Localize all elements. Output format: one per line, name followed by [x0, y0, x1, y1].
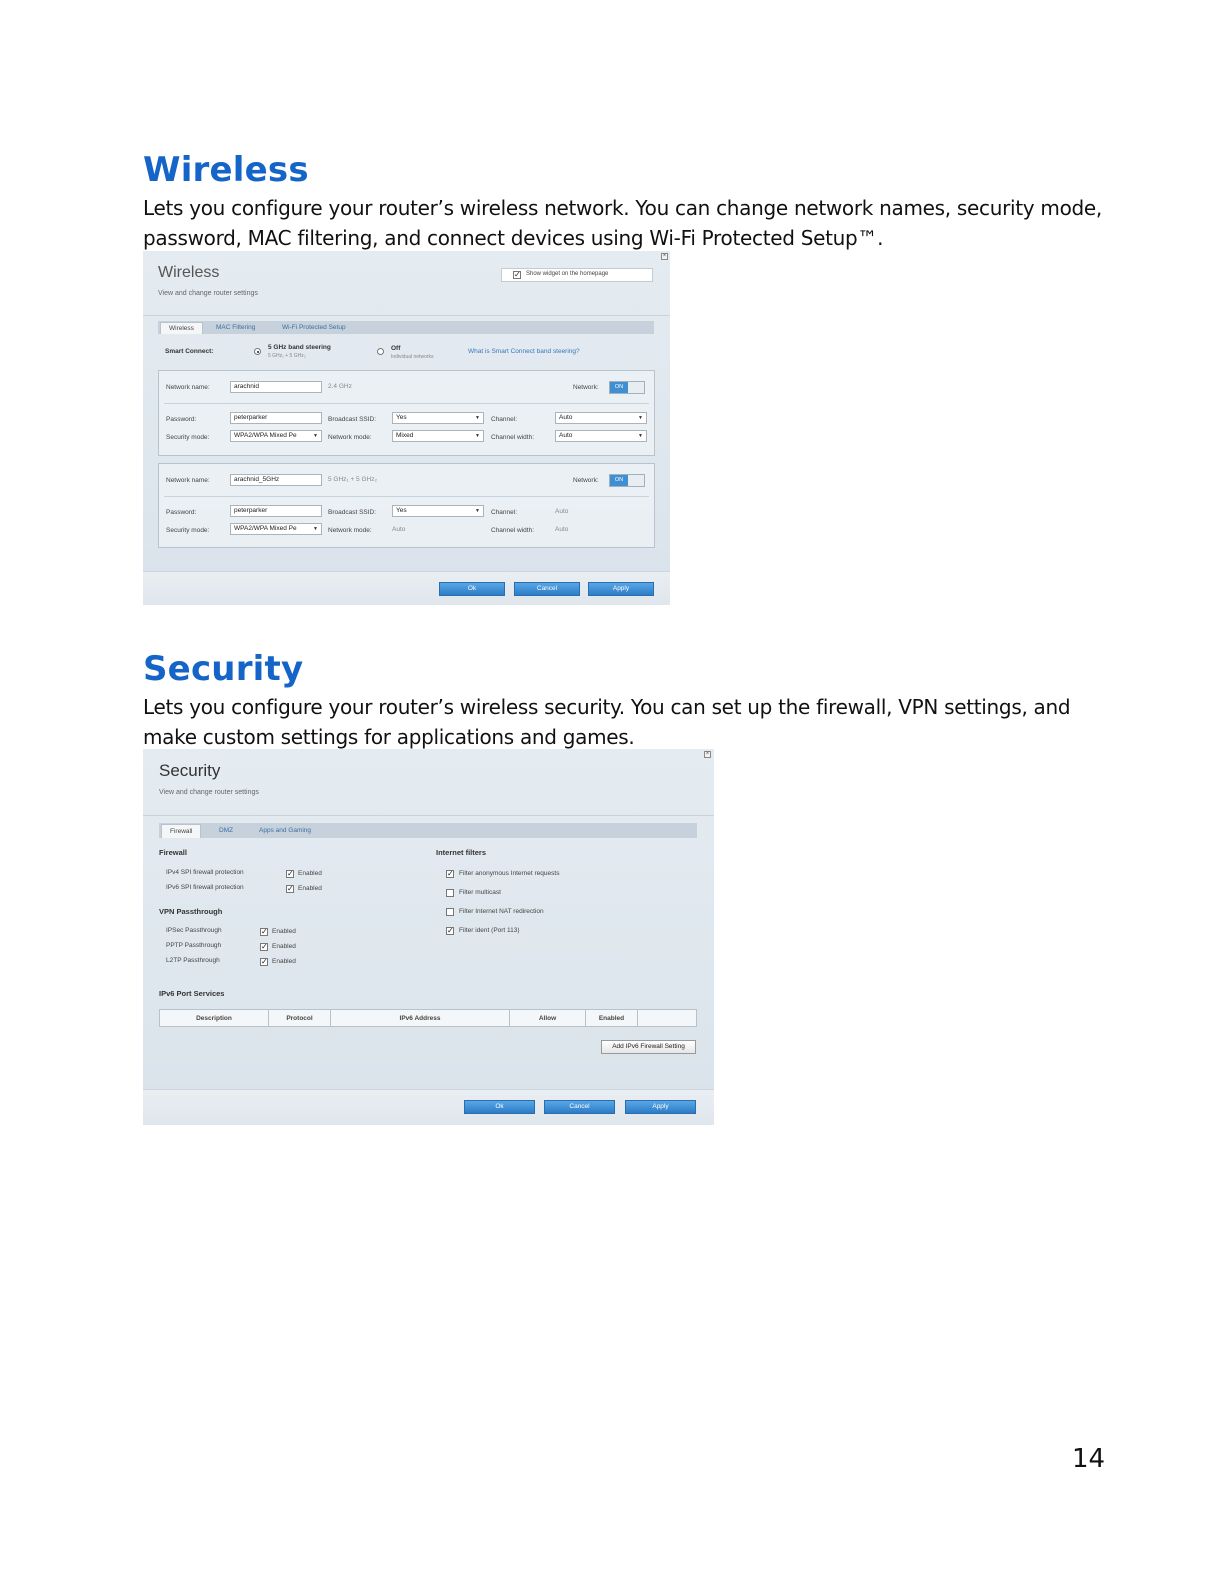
wireless-panel-title: Wireless [158, 264, 220, 281]
close-icon[interactable]: × [705, 751, 710, 757]
broadcast-ssid-select[interactable] [392, 505, 484, 517]
divider [143, 315, 670, 316]
security-screenshot [143, 749, 714, 1125]
column-enabled: Enabled [586, 1010, 638, 1027]
page-number: 14 [1072, 1444, 1106, 1474]
column-description: Description [160, 1010, 269, 1027]
channel-width-label: Channel width: [491, 434, 534, 441]
wireless-panel-subtitle: View and change router settings [158, 290, 258, 297]
column-ipv6-address: IPv6 Address [331, 1010, 510, 1027]
network-mode-value: Mixed [396, 432, 414, 439]
ok-button[interactable]: Ok [439, 582, 505, 596]
network-label: Network: [573, 384, 599, 391]
ipsec-checkbox[interactable]: ✓ [261, 927, 268, 936]
broadcast-ssid-value: Yes [396, 414, 407, 421]
band-label: 5 GHz₁ + 5 GHz₂ [328, 476, 377, 483]
channel-width-value: Auto [559, 432, 573, 439]
wireless-heading: Wireless [143, 150, 309, 190]
l2tp-checkbox[interactable]: ✓ [261, 957, 268, 966]
security-mode-value: WPA2/WPA Mixed Pe [234, 432, 297, 439]
network-name-input[interactable]: arachnid [230, 381, 322, 393]
broadcast-ssid-label: Broadcast SSID: [328, 509, 377, 516]
ipv6-spi-value: Enabled [298, 885, 322, 892]
ipv4-spi-checkbox[interactable]: ✓ [287, 869, 294, 878]
show-widget-option[interactable] [501, 268, 653, 282]
add-ipv6-firewall-setting-button[interactable]: Add IPv6 Firewall Setting [601, 1040, 696, 1054]
channel-width-label: Channel width: [491, 527, 534, 534]
password-label: Password: [166, 416, 197, 423]
firewall-heading: Firewall [159, 848, 187, 857]
filter-ident-checkbox[interactable]: ✓ [447, 926, 454, 935]
channel-label: Channel: [491, 416, 518, 423]
network-toggle[interactable] [609, 474, 645, 487]
ipsec-label: IPSec Passthrough [166, 927, 222, 934]
chevron-down-icon: ▼ [313, 433, 318, 439]
show-widget-checkbox[interactable]: ✓ [514, 270, 521, 279]
chevron-down-icon: ▼ [638, 415, 643, 421]
ok-button[interactable]: Ok [464, 1100, 535, 1114]
filter-nat-label: Filter Internet NAT redirection [459, 908, 544, 915]
broadcast-ssid-select[interactable] [392, 412, 484, 424]
security-panel-title: Security [159, 761, 221, 780]
l2tp-value: Enabled [272, 958, 296, 965]
smart-connect-label: Smart Connect: [165, 348, 214, 355]
channel-width-value: Auto [555, 526, 569, 533]
apply-button[interactable]: Apply [625, 1100, 696, 1114]
wireless-screenshot [143, 251, 670, 605]
chevron-down-icon: ▼ [475, 508, 480, 514]
band-steering-sub: 5 GHz₁ + 5 GHz₂ [268, 353, 306, 359]
chevron-down-icon: ▼ [475, 433, 480, 439]
cancel-button[interactable]: Cancel [514, 582, 580, 596]
filter-multicast-label: Filter multicast [459, 889, 501, 896]
ipv6-spi-checkbox[interactable]: ✓ [287, 884, 294, 893]
wireless-description: Lets you configure your router’s wireless network. You can change network names, security mode, password, MAC filtering, and connect devices using Wi-Fi Protected Setup™. [143, 196, 1102, 250]
ipv4-spi-label: IPv4 SPI firewall protection [166, 869, 244, 876]
pptp-value: Enabled [272, 943, 296, 950]
divider [164, 403, 649, 404]
ipv6-spi-label: IPv6 SPI firewall protection [166, 884, 244, 891]
channel-width-select[interactable] [555, 430, 647, 442]
pptp-checkbox[interactable]: ✓ [261, 942, 268, 951]
tab-bar [158, 321, 654, 334]
tab-dmz[interactable]: DMZ [219, 827, 234, 834]
network-mode-select[interactable] [392, 430, 484, 442]
security-mode-label: Security mode: [166, 434, 210, 441]
tab-apps-and-gaming[interactable]: Apps and Gaming [259, 827, 312, 834]
channel-value: Auto [555, 508, 569, 515]
filter-nat-checkbox[interactable] [446, 908, 454, 916]
security-heading: Security [143, 649, 304, 689]
tab-bar [159, 823, 697, 838]
tab-firewall[interactable]: Firewall [161, 824, 201, 838]
show-widget-label: Show widget on the homepage [526, 271, 609, 277]
divider [143, 815, 714, 816]
chevron-down-icon: ▼ [475, 415, 480, 421]
network-toggle[interactable] [609, 381, 645, 394]
network-box-5ghz [158, 463, 655, 548]
band-label: 2.4 GHz [328, 383, 352, 390]
password-input[interactable]: peterparker [230, 412, 322, 424]
band-steering-radio[interactable] [254, 348, 261, 355]
band-steering-label: 5 GHz band steering [268, 344, 331, 351]
off-radio[interactable] [377, 348, 384, 355]
broadcast-ssid-value: Yes [396, 507, 407, 514]
tab-wifi-protected-setup[interactable]: Wi-Fi Protected Setup [282, 324, 346, 331]
ipv6-port-table-header [159, 1009, 697, 1027]
security-mode-select[interactable] [230, 430, 322, 442]
security-panel-subtitle: View and change router settings [159, 789, 259, 796]
filter-ident-label: Filter ident (Port 113) [459, 927, 520, 934]
password-input[interactable]: peterparker [230, 505, 322, 517]
pptp-label: PPTP Passthrough [166, 942, 222, 949]
filter-anonymous-checkbox[interactable]: ✓ [447, 869, 454, 878]
security-mode-select[interactable] [230, 523, 322, 535]
security-description: Lets you configure your router’s wireless security. You can set up the firewall, VPN settings, and make custom settings for applications and games. [143, 695, 1071, 749]
cancel-button[interactable]: Cancel [544, 1100, 615, 1114]
internet-filters-heading: Internet filters [436, 848, 487, 857]
vpn-heading: VPN Passthrough [159, 907, 223, 916]
network-mode-value: Auto [392, 526, 406, 533]
tab-mac-filtering[interactable]: MAC Filtering [216, 324, 256, 331]
network-name-input[interactable]: arachnid_5GHz [230, 474, 322, 486]
smart-connect-help-link[interactable]: What is Smart Connect band steering? [468, 348, 580, 355]
chevron-down-icon: ▼ [638, 433, 643, 439]
network-name-label: Network name: [166, 384, 210, 391]
apply-button[interactable]: Apply [588, 582, 654, 596]
network-mode-label: Network mode: [328, 527, 372, 534]
divider [164, 496, 649, 497]
channel-value: Auto [559, 414, 573, 421]
channel-label: Channel: [491, 509, 518, 516]
channel-select[interactable] [555, 412, 647, 424]
panel-footer [143, 1089, 714, 1125]
ipsec-value: Enabled [272, 928, 296, 935]
ipv6-port-services-heading: IPv6 Port Services [159, 989, 225, 998]
column-protocol: Protocol [269, 1010, 331, 1027]
chevron-down-icon: ▼ [313, 526, 318, 532]
ipv4-spi-value: Enabled [298, 870, 322, 877]
network-name-label: Network name: [166, 477, 210, 484]
password-label: Password: [166, 509, 197, 516]
filter-anonymous-label: Filter anonymous Internet requests [459, 870, 560, 877]
l2tp-label: L2TP Passthrough [166, 957, 220, 964]
network-mode-label: Network mode: [328, 434, 372, 441]
network-label: Network: [573, 477, 599, 484]
security-mode-label: Security mode: [166, 527, 210, 534]
panel-footer [143, 571, 670, 605]
toggle-on-label: ON [610, 475, 628, 486]
toggle-on-label: ON [610, 382, 628, 393]
security-mode-value: WPA2/WPA Mixed Pe [234, 525, 297, 532]
network-box-2ghz [158, 370, 655, 456]
broadcast-ssid-label: Broadcast SSID: [328, 416, 377, 423]
filter-multicast-checkbox[interactable] [446, 889, 454, 897]
off-sub: Individual networks [391, 354, 434, 360]
column-allow: Allow [510, 1010, 586, 1027]
off-label: Off [391, 345, 401, 352]
tab-wireless[interactable]: Wireless [160, 322, 203, 334]
close-icon[interactable]: × [662, 253, 667, 259]
